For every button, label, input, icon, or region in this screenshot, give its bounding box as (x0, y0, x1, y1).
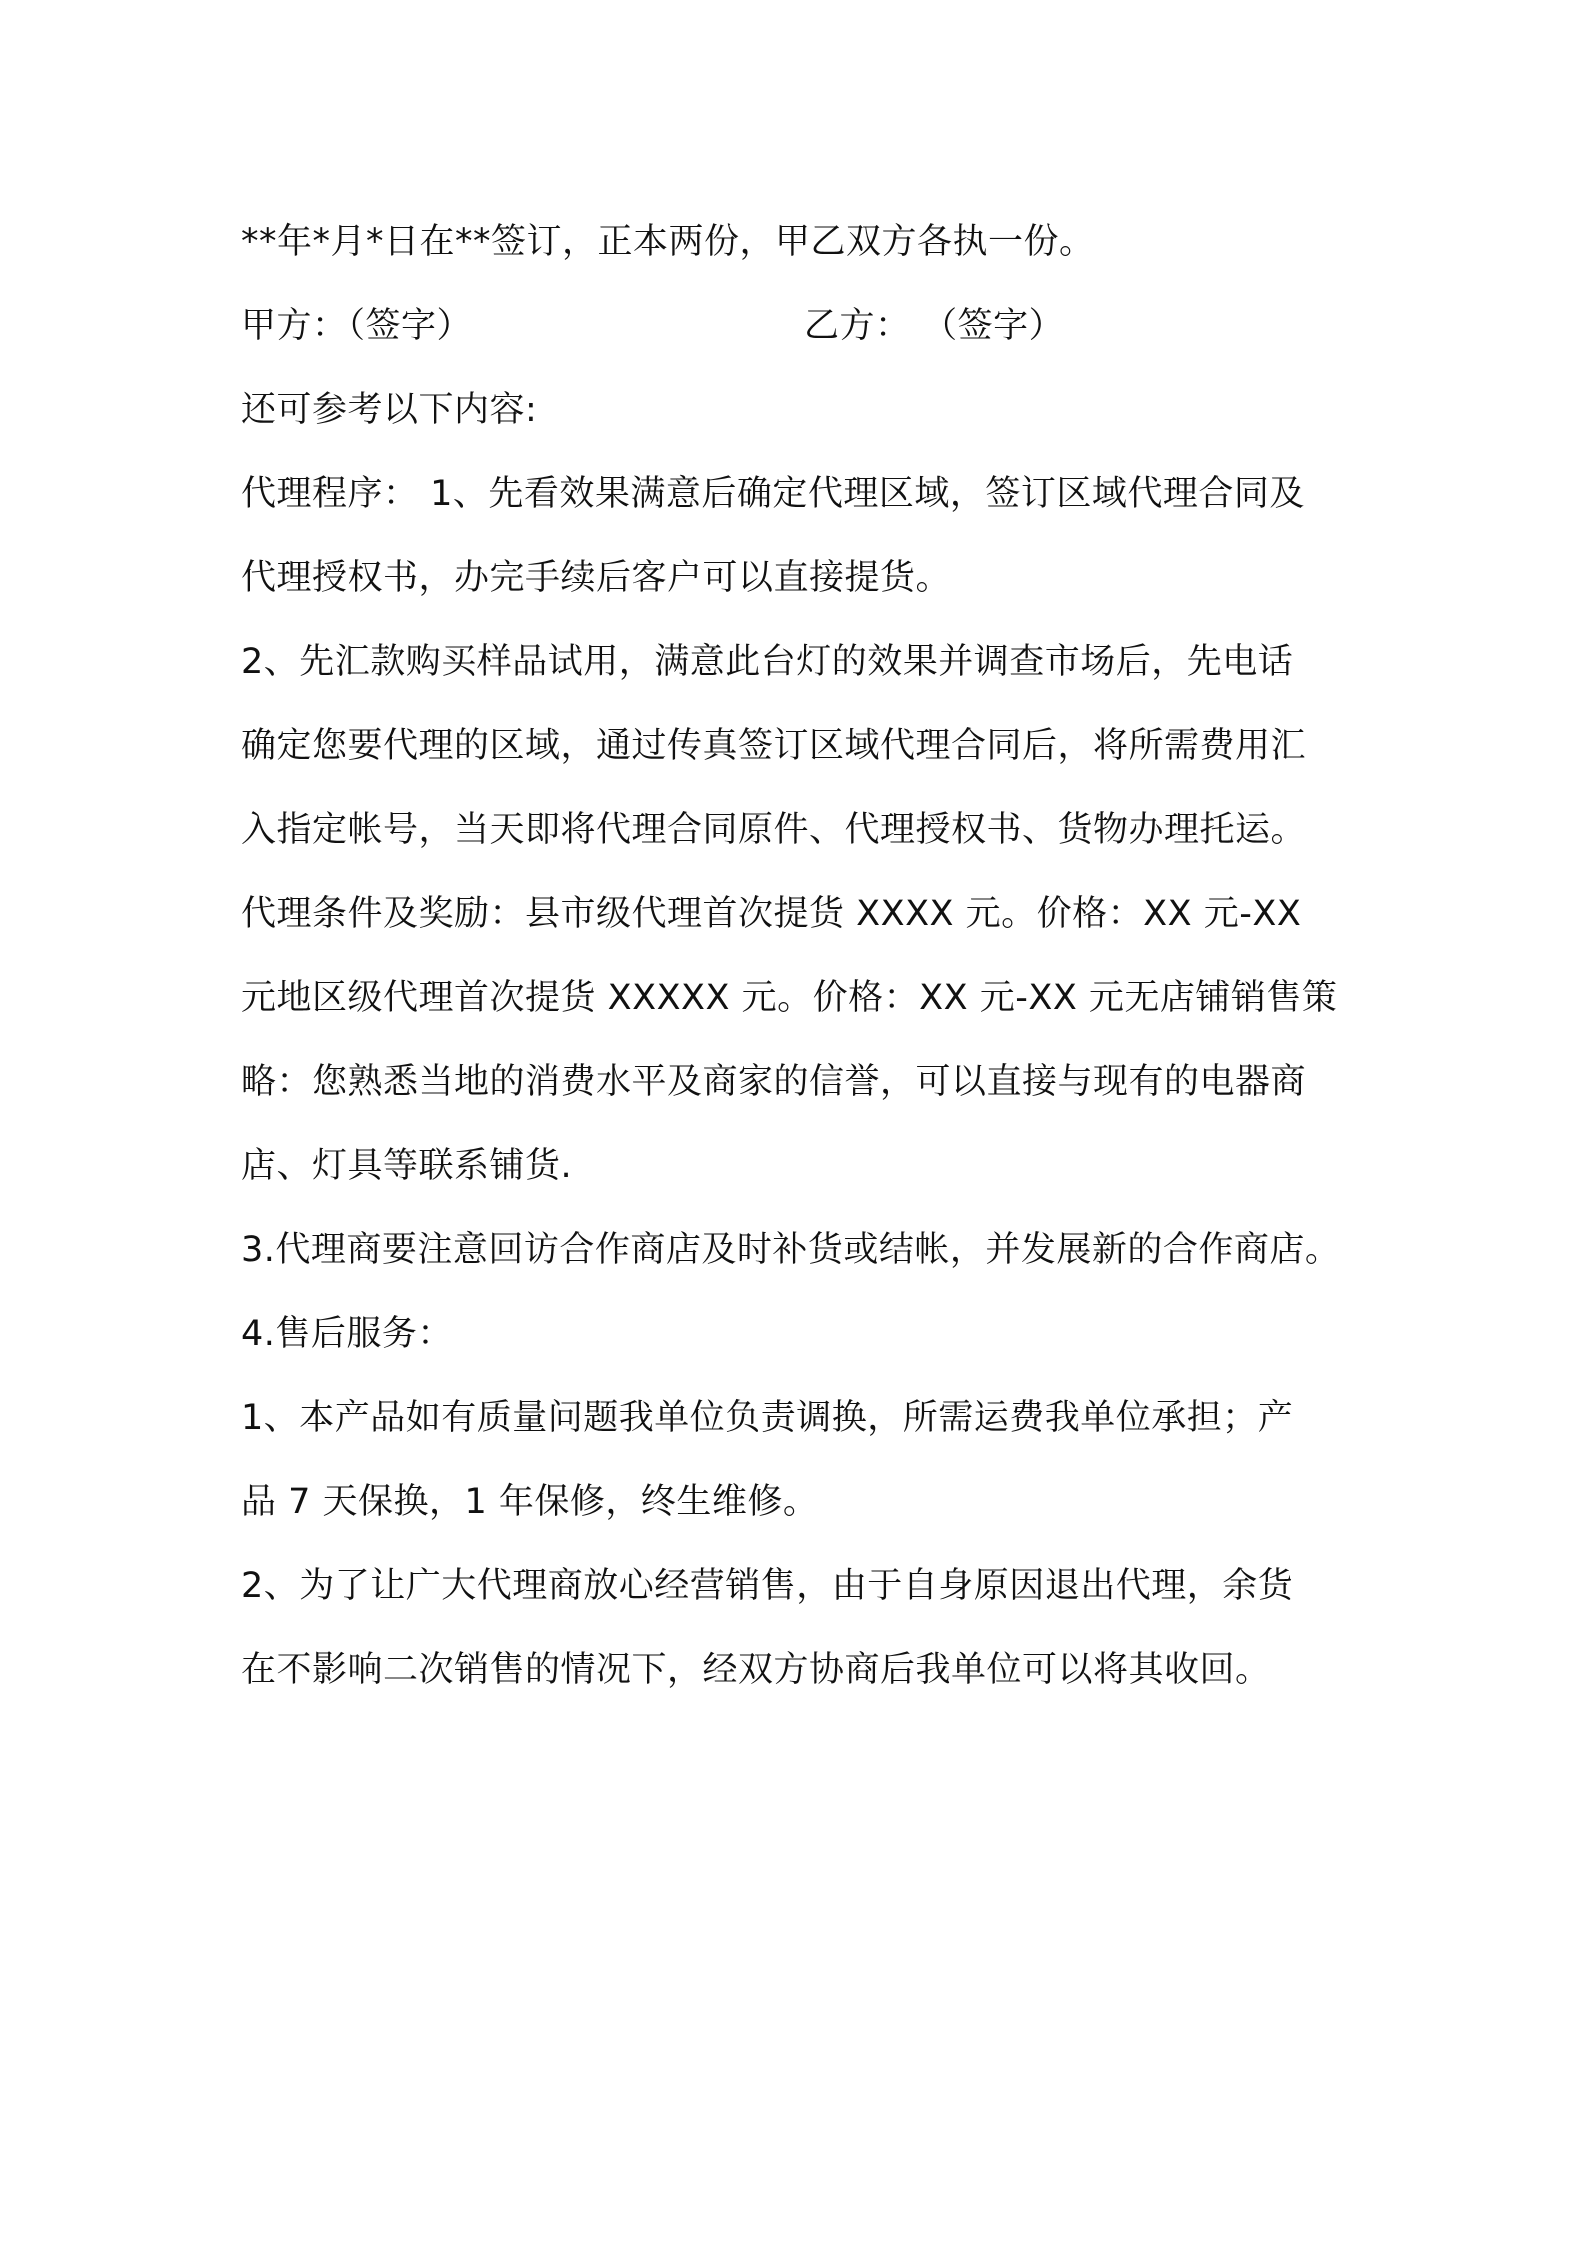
paragraph-line: 3.代理商要注意回访合作商店及时补货或结帐，并发展新的合作商店。 (241, 1230, 1341, 1270)
party-b-signature: 乙方： （签字） (804, 306, 1065, 346)
paragraph-line: 入指定帐号，当天即将代理合同原件、代理授权书、货物办理托运。 (241, 810, 1307, 850)
paragraph-line: 2、为了让广大代理商放心经营销售，由于自身原因退出代理，余货 (241, 1566, 1294, 1606)
paragraph-line: 2、先汇款购买样品试用，满意此台灯的效果并调查市场后，先电话 (241, 642, 1294, 682)
paragraph-line: 1、本产品如有质量问题我单位负责调换，所需运费我单位承担；产 (241, 1398, 1294, 1438)
paragraph-line: 品 7 天保换，1 年保修，终生维修。 (241, 1482, 819, 1522)
paragraph-line: 店、灯具等联系铺货. (241, 1146, 573, 1186)
paragraph-line: 代理授权书，办完手续后客户可以直接提货。 (241, 558, 952, 598)
paragraph-line: 在不影响二次销售的情况下，经双方协商后我单位可以将其收回。 (241, 1650, 1271, 1690)
signing-statement: **年*月*日在**签订，正本两份，甲乙双方各执一份。 (241, 222, 1095, 262)
document-body (241, 200, 1391, 1712)
paragraph-line: 元地区级代理首次提货 XXXXX 元。价格：XX 元-XX 元无店铺销售策 (241, 978, 1338, 1018)
paragraph-line: 代理条件及奖励：县市级代理首次提货 XXXX 元。价格：XX 元-XX (241, 894, 1302, 934)
signature-line (241, 284, 1391, 368)
paragraph-line: 略：您熟悉当地的消费水平及商家的信誉，可以直接与现有的电器商 (241, 1062, 1307, 1102)
paragraph-line: 确定您要代理的区域，通过传真签订区域代理合同后，将所需费用汇 (241, 726, 1307, 766)
paragraph-line: 代理程序： 1、先看效果满意后确定代理区域，签订区域代理合同及 (241, 474, 1305, 514)
party-a-signature: 甲方：（签字） (241, 306, 473, 346)
reference-heading: 还可参考以下内容: (241, 390, 538, 430)
section-heading: 4.售后服务： (241, 1314, 453, 1354)
